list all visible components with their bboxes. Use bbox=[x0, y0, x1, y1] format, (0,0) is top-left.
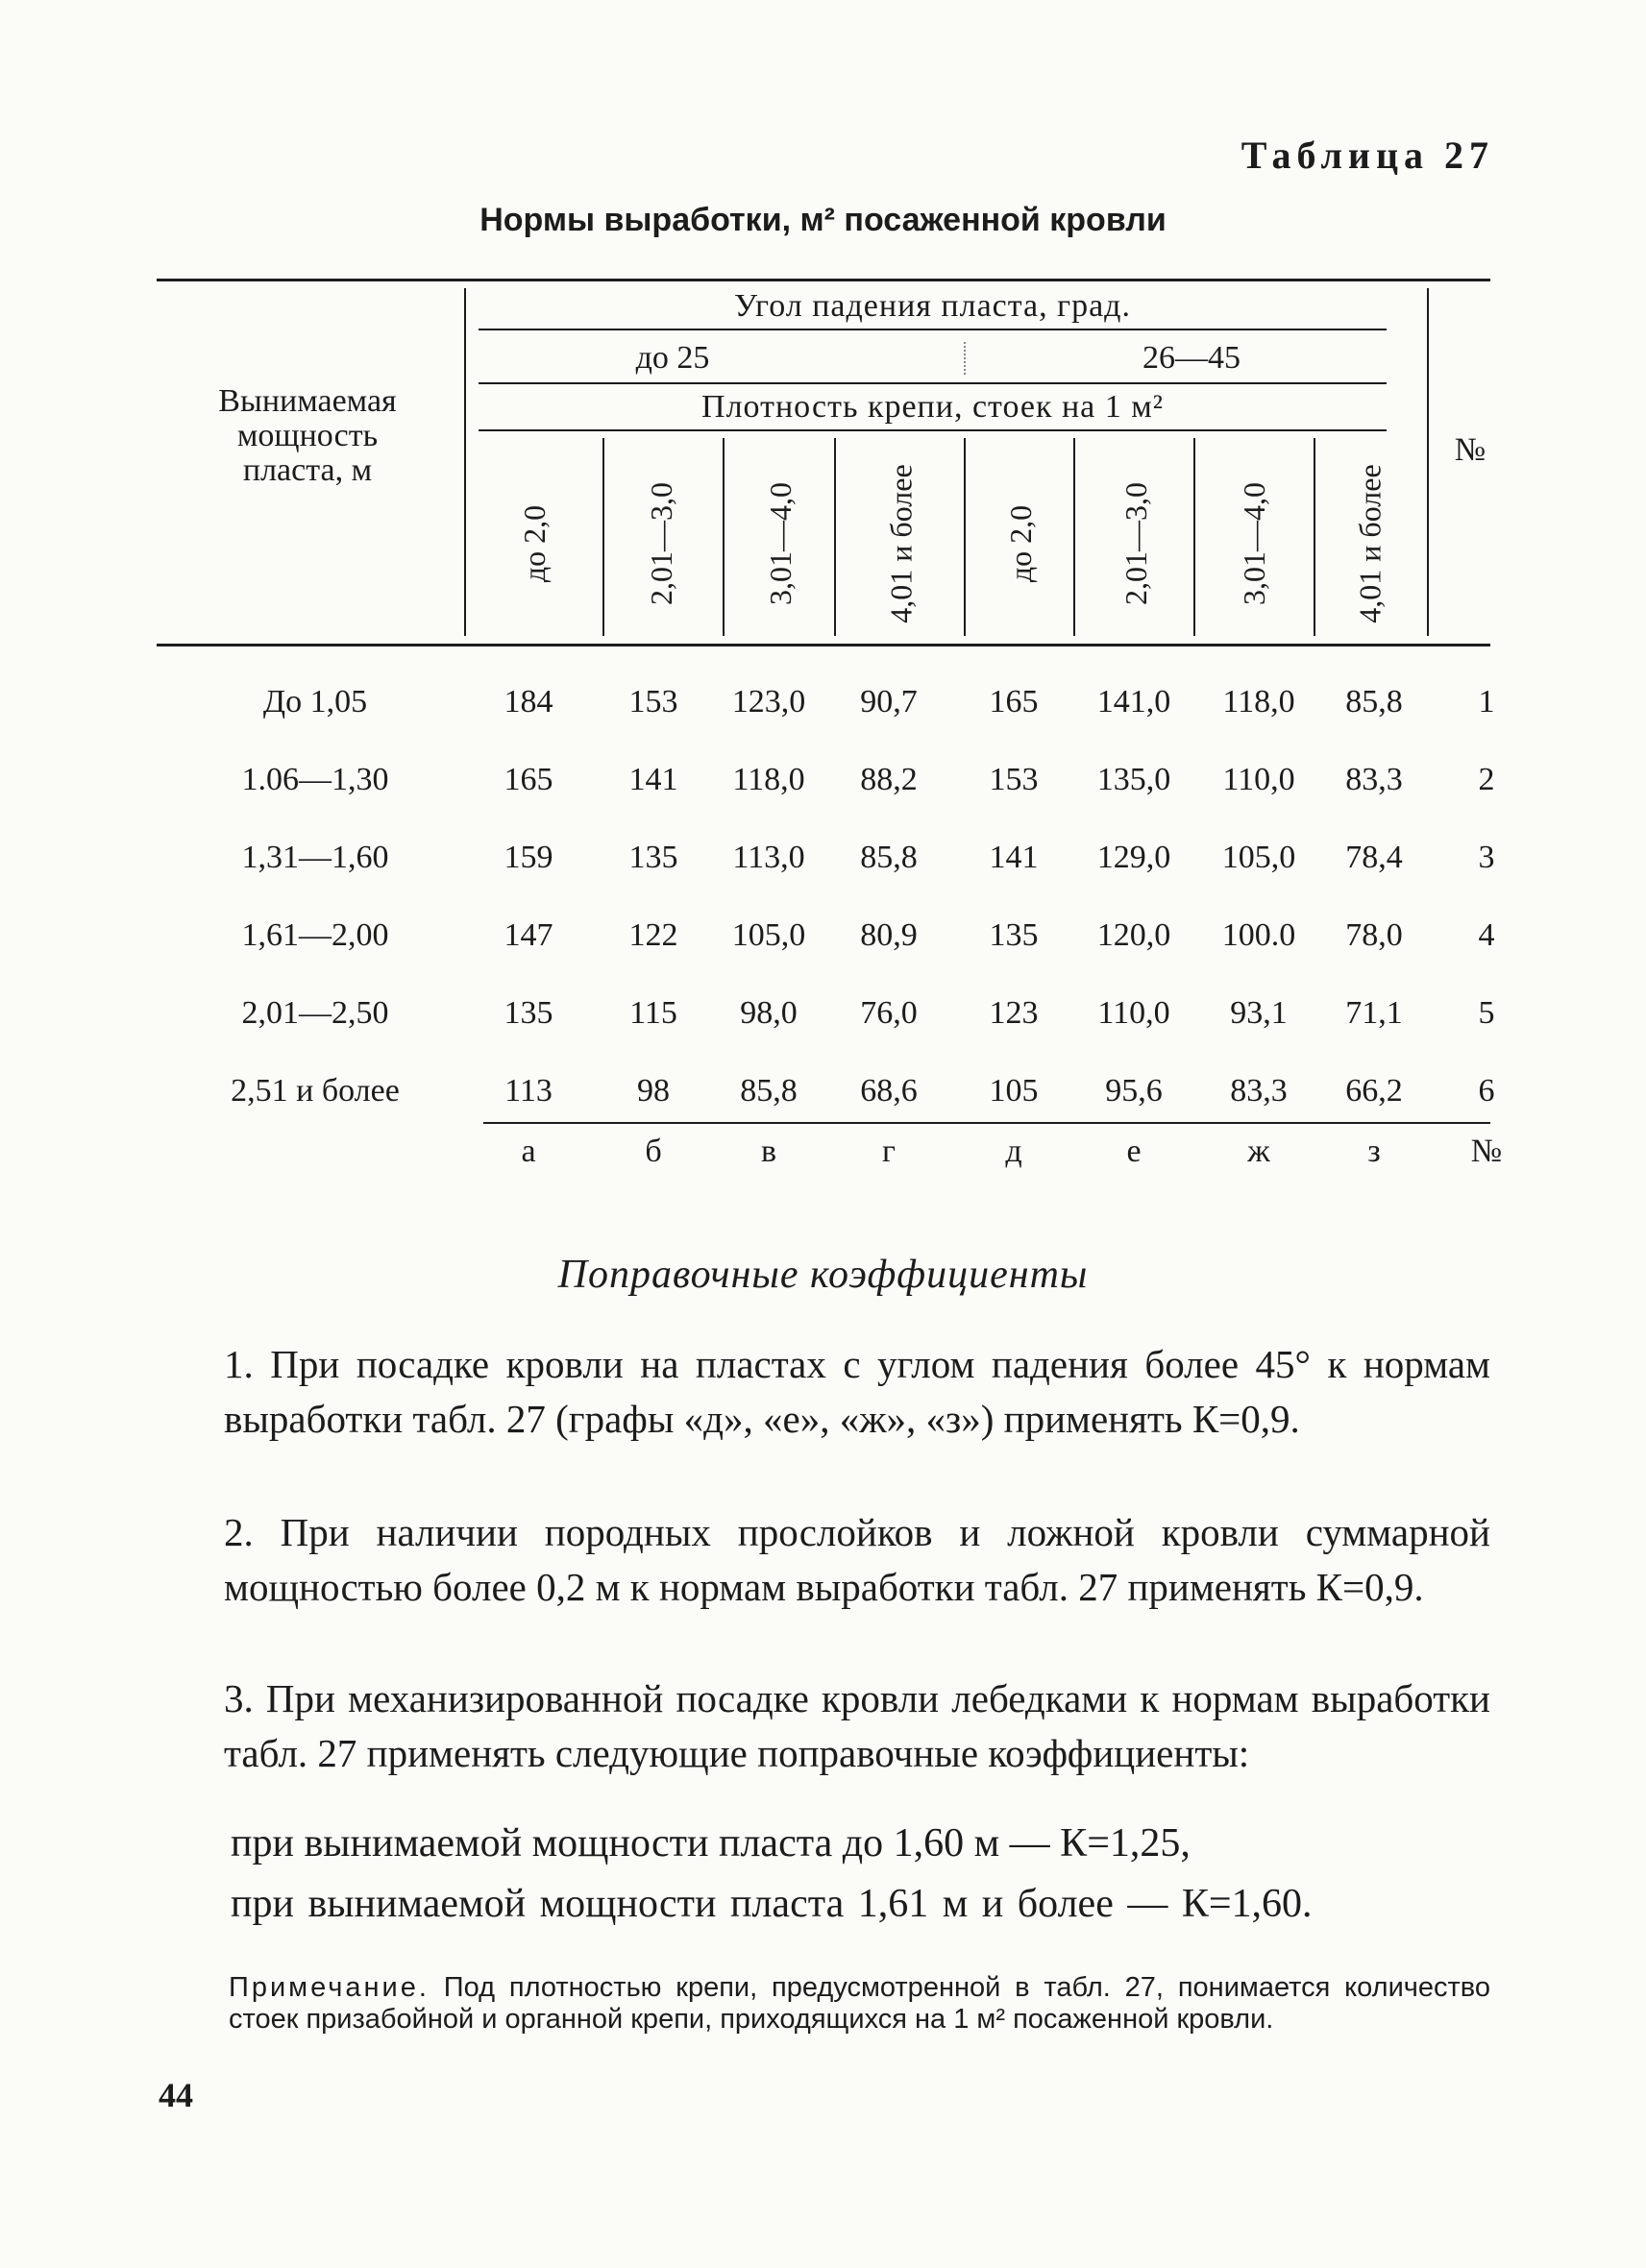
table-cell: 135 bbox=[989, 917, 1039, 953]
table-cell: 129,0 bbox=[1096, 840, 1171, 875]
column-letter: д bbox=[1005, 1134, 1022, 1169]
table-cell: 83,3 bbox=[1345, 762, 1403, 797]
table-cell: 93,1 bbox=[1230, 995, 1288, 1031]
table-cell: 118,0 bbox=[732, 762, 805, 797]
angle-group-divider bbox=[964, 342, 966, 375]
table-cell: 66,2 bbox=[1345, 1073, 1403, 1109]
table-cell: 123 bbox=[989, 995, 1039, 1031]
page-number: 44 bbox=[159, 2076, 193, 2114]
row-number: 1 bbox=[1478, 684, 1495, 719]
table-cell: 135,0 bbox=[1096, 762, 1171, 797]
col-header-z: 4,01 и более bbox=[1352, 464, 1388, 623]
table-cell: 110,0 bbox=[1097, 995, 1170, 1031]
table-cell: 80,9 bbox=[860, 917, 918, 953]
table-cell: 159 bbox=[504, 840, 553, 875]
coefficient-line-2: при вынимаемой мощности пласта 1,61 м и более — К=1,60. bbox=[231, 1882, 1313, 1926]
table-cell: 135 bbox=[504, 995, 553, 1031]
table-cell: 88,2 bbox=[860, 762, 918, 797]
table-cell: 78,4 bbox=[1345, 840, 1403, 875]
table-title: Нормы выработки, м² посаженной кровли bbox=[479, 202, 1167, 238]
row-label: 2,51 и более bbox=[231, 1073, 400, 1109]
paragraph-3-text: 3. При механизированной посадке кровли лебедками к нормам выработки табл. 27 применять следующие поправочные коэффициенты: bbox=[224, 1676, 1490, 1775]
col-header-d: до 2,0 bbox=[1003, 504, 1038, 583]
table-cell: 113 bbox=[504, 1073, 553, 1109]
table-cell: 85,8 bbox=[740, 1073, 798, 1109]
col-divider-1 bbox=[602, 438, 604, 636]
col-header-e: 2,01—3,0 bbox=[1118, 482, 1153, 605]
paragraph-2-text: 2. При наличии породных прослойков и ложной кровли суммарной мощностью более 0,2 м к нормам выработки табл. 27 применять К=0,9. bbox=[224, 1510, 1490, 1609]
column-letter: б bbox=[645, 1134, 662, 1169]
table-cell: 141,0 bbox=[1096, 684, 1171, 719]
table-cell: 184 bbox=[504, 684, 553, 719]
paragraph-1 bbox=[157, 1337, 1490, 1447]
col-divider-6 bbox=[1193, 438, 1195, 636]
row-label: 1.06—1,30 bbox=[241, 762, 389, 797]
section-title: Поправочные коэффициенты bbox=[557, 1253, 1089, 1297]
column-letter: з bbox=[1367, 1134, 1381, 1169]
row-label: 1,61—2,00 bbox=[241, 917, 389, 953]
table-cell: 123,0 bbox=[731, 684, 806, 719]
col-divider-7 bbox=[1314, 438, 1315, 636]
table-cell: 68,6 bbox=[860, 1073, 918, 1109]
table-cell: 105,0 bbox=[731, 917, 806, 953]
angle-header-rule bbox=[479, 329, 1387, 330]
table-cell: 85,8 bbox=[1345, 684, 1403, 719]
table-cell: 71,1 bbox=[1345, 995, 1403, 1031]
row-number: 2 bbox=[1478, 762, 1495, 797]
density-header: Плотность крепи, стоек на 1 м² bbox=[701, 389, 1164, 425]
table-cell: 90,7 bbox=[860, 684, 918, 719]
note-label: Примечание. bbox=[229, 1972, 430, 2003]
col-header-zh: 3,01—4,0 bbox=[1237, 482, 1271, 605]
table-note bbox=[229, 1972, 1490, 2036]
table-cell: 135 bbox=[628, 840, 678, 875]
row-number: 3 bbox=[1478, 840, 1495, 875]
table-cell: 153 bbox=[989, 762, 1039, 797]
table-cell: 83,3 bbox=[1230, 1073, 1288, 1109]
col-header-b: 2,01—3,0 bbox=[644, 482, 678, 605]
col-header-a: до 2,0 bbox=[517, 504, 552, 583]
table-header-bottom-rule bbox=[157, 644, 1490, 646]
table-cell: 118,0 bbox=[1222, 684, 1295, 719]
table-cell: 76,0 bbox=[860, 995, 918, 1031]
table-cell: 95,6 bbox=[1105, 1073, 1163, 1109]
table-cell: 153 bbox=[628, 684, 678, 719]
no-column-header: № bbox=[1454, 432, 1486, 468]
row-label: 2,01—2,50 bbox=[241, 995, 389, 1031]
table-cell: 147 bbox=[504, 917, 553, 953]
col-header-v: 3,01—4,0 bbox=[763, 482, 798, 605]
table-top-rule bbox=[157, 279, 1490, 281]
table-cell: 115 bbox=[629, 995, 677, 1031]
angle-header: Угол падения пласта, град. bbox=[734, 288, 1131, 324]
table-cell: 85,8 bbox=[860, 840, 918, 875]
row-label: 1,31—1,60 bbox=[241, 840, 389, 875]
row-label: До 1,05 bbox=[262, 684, 368, 719]
table-cell: 141 bbox=[628, 762, 678, 797]
paragraph-3 bbox=[157, 1671, 1490, 1781]
table-cell: 122 bbox=[628, 917, 678, 953]
table-cell: 98,0 bbox=[740, 995, 798, 1031]
col-divider-3 bbox=[834, 438, 836, 636]
table-cell: 141 bbox=[989, 840, 1039, 875]
stub-column-divider bbox=[464, 288, 466, 636]
table-cell: 120,0 bbox=[1096, 917, 1171, 953]
angle-group-1: до 25 bbox=[635, 340, 710, 376]
row-number: 5 bbox=[1478, 995, 1495, 1031]
table-cell: 165 bbox=[989, 684, 1039, 719]
column-letter: в bbox=[760, 1134, 777, 1169]
coefficient-line-1: при вынимаемой мощности пласта до 1,60 м — К=1,25, bbox=[231, 1821, 1191, 1866]
table-cell: 100.0 bbox=[1221, 917, 1296, 953]
note-text: Под плотностью крепи, предусмотренной в табл. 27, понимается количество стоек призабойной и органной крепи, приходящихся на 1 м² посаженной кровли. bbox=[229, 1972, 1490, 2035]
table-data-bottom-rule bbox=[483, 1122, 1490, 1124]
table-cell: 113,0 bbox=[732, 840, 805, 875]
col-divider-2 bbox=[723, 438, 725, 636]
stub-header: Вынимаемая мощность пласта, м bbox=[218, 383, 397, 488]
density-header-rule bbox=[479, 429, 1387, 431]
col-divider-4 bbox=[964, 438, 966, 636]
column-letter: а bbox=[521, 1134, 536, 1169]
row-number: 4 bbox=[1478, 917, 1495, 953]
table-cell: 105 bbox=[989, 1073, 1039, 1109]
paragraph-1-text: 1. При посадке кровли на пластах с углом падения более 45° к нормам выработки табл. 27 (графы «д», «е», «ж», «з») применять К=0,9. bbox=[224, 1342, 1490, 1441]
angle-group-2: 26—45 bbox=[1142, 340, 1241, 376]
table-number-label: Таблица 27 bbox=[1241, 134, 1494, 177]
table-cell: 78,0 bbox=[1345, 917, 1403, 953]
paragraph-2 bbox=[157, 1505, 1490, 1615]
column-letter: ж bbox=[1247, 1134, 1270, 1169]
row-number: 6 bbox=[1478, 1073, 1495, 1109]
column-letter: г bbox=[882, 1134, 896, 1169]
table-cell: 98 bbox=[637, 1073, 670, 1109]
table-cell: 110,0 bbox=[1222, 762, 1295, 797]
col-header-g: 4,01 и более bbox=[883, 464, 919, 623]
column-letter: е bbox=[1126, 1134, 1142, 1169]
angle-groups-rule bbox=[479, 382, 1387, 384]
table-cell: 105,0 bbox=[1221, 840, 1296, 875]
no-column-divider bbox=[1427, 288, 1429, 636]
table-cell: 165 bbox=[504, 762, 553, 797]
col-divider-5 bbox=[1073, 438, 1075, 636]
footer-no-label: № bbox=[1470, 1134, 1503, 1169]
